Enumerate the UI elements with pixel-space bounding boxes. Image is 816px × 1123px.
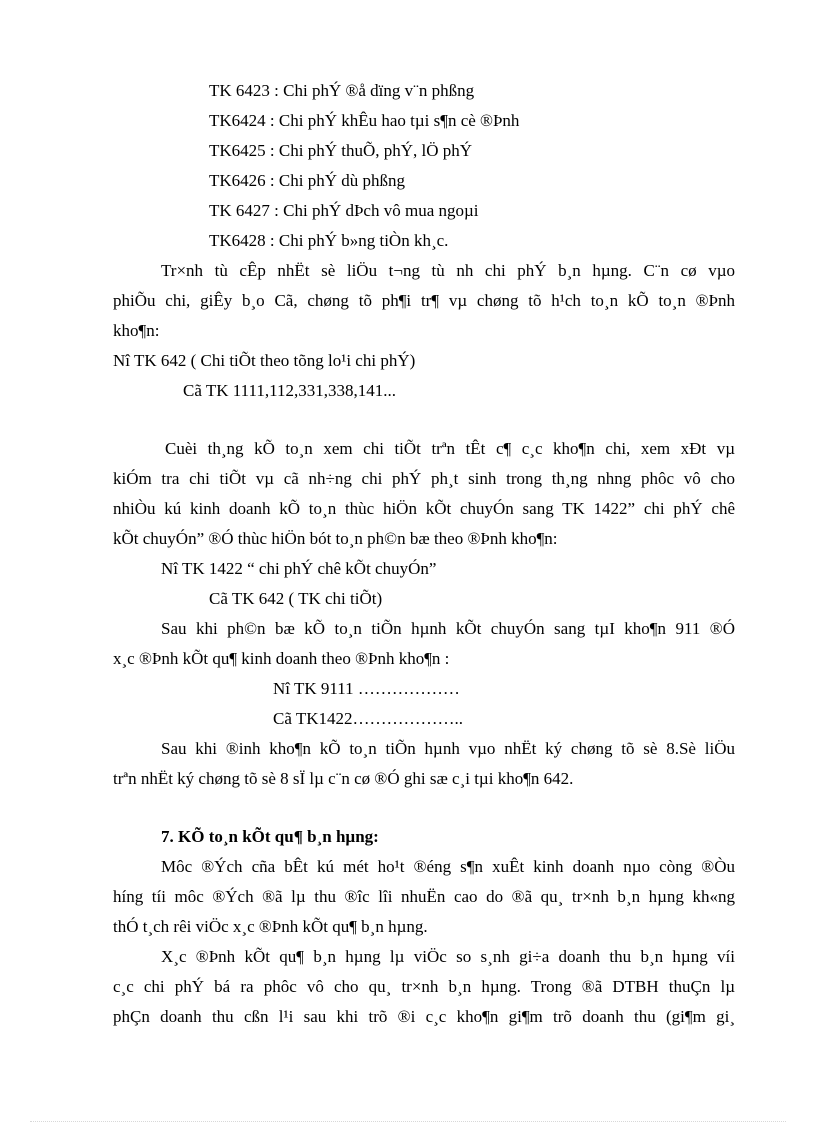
paragraph-line: trªn nhËt ký chøng tõ sè 8 sÏ lµ c¨n cø ®Ó ghi sæ c¸i tµi kho¶n 642.: [113, 769, 574, 788]
entry-credit: Cã TK1422………………..: [273, 709, 463, 728]
entry-credit: Cã TK 642 ( TK chi tiÕt): [209, 589, 383, 608]
page-bottom-divider: [30, 1121, 786, 1122]
paragraph-line: Tr×nh tù cÊp nhËt sè liÖu t¬ng tù nh chi phÝ b¸n hµng. C¨n cø vµo: [161, 261, 735, 280]
paragraph-line: kÕt chuyÓn” ®Ó thùc hiÖn bót to¸n ph©n bæ theo ®Þnh kho¶n:: [113, 529, 558, 548]
paragraph-line: x¸c ®Þnh kÕt qu¶ kinh doanh theo ®Þnh kho¶n :: [113, 649, 450, 668]
paragraph-line: Cuèi th¸ng kÕ to¸n xem chi tiÕt trªn tÊt c¶ c¸c kho¶n chi, xem xÐt vµ: [165, 439, 735, 458]
paragraph-line: thÓ t¸ch rêi viÖc x¸c ®Þnh kÕt qu¶ b¸n hµng.: [113, 917, 428, 936]
paragraph-line: c¸c chi phÝ bá ra phôc vô cho qu¸ tr×nh b¸n hµng. Trong ®ã DTBH thuÇn lµ: [113, 977, 735, 996]
paragraph-line: nhiÒu kú kinh doanh kÕ to¸n thùc hiÖn kÕt chuyÓn sang TK 1422” chi phÝ chê: [113, 499, 735, 518]
entry-debit: Nî TK 642 ( Chi tiÕt theo tõng lo¹i chi phÝ): [113, 351, 416, 370]
paragraph-line: kho¶n:: [113, 321, 160, 340]
paragraph-line: Sau khi ph©n bæ kÕ to¸n tiÕn hµnh kÕt chuyÓn sang tµI kho¶n 911 ®Ó: [161, 619, 735, 638]
paragraph-line: phiÕu chi, giÊy b¸o Cã, chøng tõ ph¶i tr¶ vµ chøng tõ h¹ch to¸n kÕ to¸n ®Þnh: [113, 291, 735, 310]
account-line-6424: TK6424 : Chi phÝ khÊu hao tµi s¶n cè ®Þnh: [209, 111, 520, 130]
paragraph-line: Sau khi ®inh kho¶n kÕ to¸n tiÕn hµnh vµo nhËt ký chøng tõ sè 8.Sè liÖu: [161, 739, 735, 758]
account-line-6426: TK6426 : Chi phÝ dù phßng: [209, 171, 405, 190]
account-line-6423: TK 6423 : Chi phÝ ®å dïng v¨n phßng: [209, 81, 475, 100]
paragraph-line: X¸c ®Þnh kÕt qu¶ b¸n hµng lµ viÖc so s¸nh gi÷a doanh thu b¸n hµng víi: [161, 947, 735, 966]
paragraph-line: phÇn doanh thu cßn l¹i sau khi trõ ®i c¸c kho¶n gi¶m trõ doanh thu (gi¶m gi¸: [113, 1007, 735, 1026]
entry-debit: Nî TK 9111 ………………: [273, 679, 460, 698]
section-heading: 7. KÕ to¸n kÕt qu¶ b¸n hµng:: [161, 827, 379, 846]
account-line-6425: TK6425 : Chi phÝ thuÕ, phÝ, lÖ phÝ: [209, 141, 473, 160]
account-line-6427: TK 6427 : Chi phÝ dÞch vô mua ngoµi: [209, 201, 479, 220]
account-line-6428: TK6428 : Chi phÝ b»ng tiÒn kh¸c.: [209, 231, 449, 250]
paragraph-line: Môc ®Ých cña bÊt kú mét ho¹t ®éng s¶n xuÊt kinh doanh nµo còng ®Òu: [161, 857, 735, 876]
paragraph-line: híng tíi môc ®Ých ®ã lµ thu ®îc lîi nhuËn cao do ®ã qu¸ tr×nh b¸n hµng kh«ng: [113, 887, 735, 906]
entry-debit: Nî TK 1422 “ chi phÝ chê kÕt chuyÓn”: [161, 559, 437, 578]
paragraph-line: kiÓm tra chi tiÕt vµ cã nh÷ng chi phÝ ph¸t sinh trong th¸ng nhng phôc vô cho: [113, 469, 735, 488]
entry-credit: Cã TK 1111,112,331,338,141...: [183, 381, 396, 400]
